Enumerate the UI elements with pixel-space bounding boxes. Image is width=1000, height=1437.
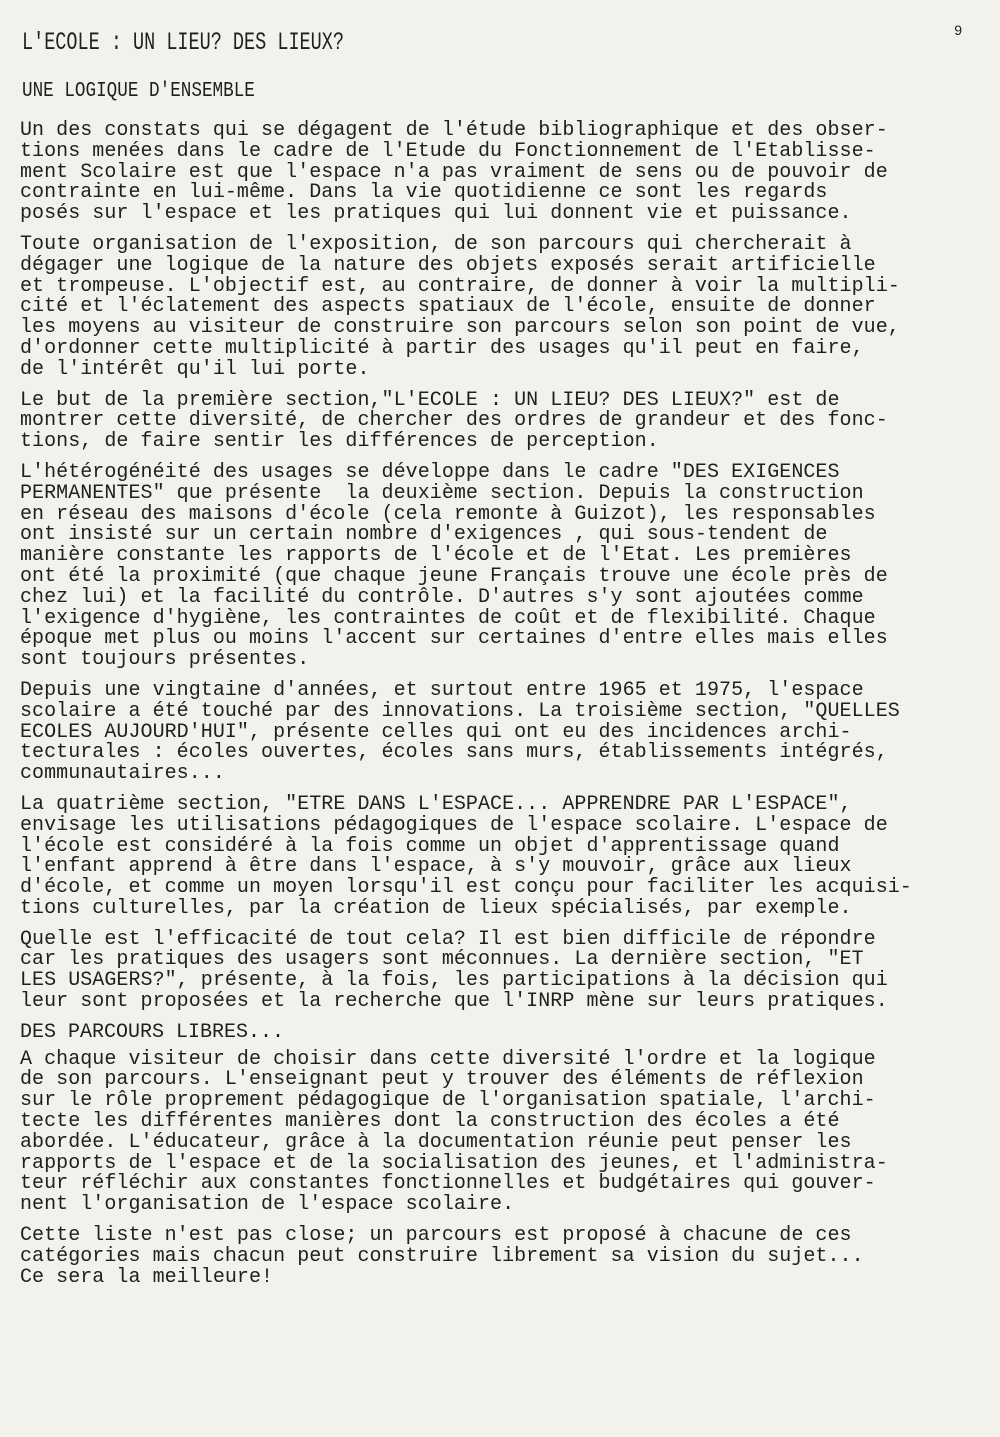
- text-line: teur réfléchir aux constantes fonctionnelles et budgétaires qui gouver-: [20, 1172, 876, 1196]
- text-line: rapports de l'espace et de la socialisation des jeunes, et l'administra-: [20, 1151, 888, 1175]
- text-line: les moyens au visiteur de construire son parcours selon son point de vue,: [20, 316, 900, 340]
- text-line: ont insisté sur un certain nombre d'exigences , qui sous-tendent de: [20, 523, 828, 547]
- text-line: de son parcours. L'enseignant peut y trouver des éléments de réflexion: [20, 1068, 864, 1092]
- text-line: communautaires...: [20, 762, 225, 786]
- text-line: l'école est considéré à la fois comme un objet d'apprentissage quand: [20, 834, 840, 858]
- text-line: sont toujours présentes.: [20, 648, 310, 672]
- paragraph: [20, 232, 970, 381]
- text-line: de l'intérêt qu'il lui porte.: [20, 357, 370, 381]
- text-line: ment Scolaire est que l'espace n'a pas vraiment de sens ou de pouvoir de: [20, 160, 888, 184]
- section-subtitle: UNE LOGIQUE D'ENSEMBLE: [22, 80, 255, 103]
- text-line: La quatrième section, "ETRE DANS L'ESPACE... APPRENDRE PAR L'ESPACE",: [20, 792, 852, 816]
- text-line: Un des constats qui se dégagent de l'étude bibliographique et des obser-: [20, 119, 888, 142]
- page-number: 9: [954, 22, 962, 38]
- text-line: contrainte en lui-même. Dans la vie quotidienne ce sont les regards: [20, 181, 828, 205]
- text-line: envisage les utilisations pédagogiques de l'espace scolaire. L'espace de: [20, 813, 888, 837]
- text-line: tecturales : écoles ouvertes, écoles sans murs, établissements intégrés,: [20, 741, 888, 765]
- paragraph: [20, 460, 970, 672]
- text-line: ECOLES AUJOURD'HUI", présente celles qui ont eu des incidences archi-: [20, 720, 852, 744]
- text-line: sur le rôle proprement pédagogique de l'organisation spatiale, l'archi-: [20, 1089, 876, 1113]
- text-line: Le but de la première section,"L'ECOLE : UN LIEU? DES LIEUX?" est de: [20, 388, 840, 412]
- text-line: cité et l'éclatement des aspects spatiaux de l'école, ensuite de donner: [20, 295, 876, 319]
- parcours-paragraphs: [20, 1047, 970, 1289]
- paragraph: [20, 1047, 970, 1217]
- text-line: catégories mais chacun peut construire librement sa vision du sujet...: [20, 1244, 864, 1268]
- text-line: l'exigence d'hygiène, les contraintes de coût et de flexibilité. Chaque: [20, 606, 876, 630]
- intro-paragraphs: [20, 121, 970, 1013]
- document-body: [20, 121, 970, 1298]
- paragraph: [20, 792, 970, 920]
- page-title: L'ECOLE : UN LIEU? DES LIEUX?: [22, 28, 344, 57]
- text-line: Ce sera la meilleure!: [20, 1265, 274, 1289]
- text-line: LES USAGERS?", présente, à la fois, les participations à la décision qui: [20, 969, 888, 993]
- text-line: Toute organisation de l'exposition, de son parcours qui chercherait à: [20, 232, 852, 256]
- paragraph: [20, 1226, 970, 1288]
- paragraph: [20, 388, 970, 454]
- text-line: posés sur l'espace et les pratiques qui lui donnent vie et puissance.: [20, 202, 852, 226]
- paragraph: [20, 121, 970, 225]
- text-line: Quelle est l'efficacité de tout cela? Il est bien difficile de répondre: [20, 927, 876, 951]
- section-heading-parcours: DES PARCOURS LIBRES...: [20, 1020, 285, 1044]
- text-line: manière constante les rapports de l'école et de l'Etat. Les premières: [20, 544, 852, 568]
- text-line: nent l'organisation de l'espace scolaire.: [20, 1193, 515, 1217]
- text-line: tions, de faire sentir les différences de perception.: [20, 430, 659, 454]
- text-line: leur sont proposées et la recherche que l'INRP mène sur leurs pratiques.: [20, 990, 888, 1014]
- text-line: scolaire a été touché par des innovations. La troisième section, "QUELLES: [20, 699, 900, 723]
- text-line: ont été la proximité (que chaque jeune Français trouve une école près de: [20, 564, 888, 588]
- text-line: d'école, et comme un moyen lorsqu'il est conçu pour faciliter les acquisi-: [20, 876, 912, 900]
- text-line: en réseau des maisons d'école (cela remonte à Guizot), les responsables: [20, 502, 876, 526]
- text-line: tions culturelles, par la création de lieux spécialisés, par exemple.: [20, 896, 852, 920]
- text-line: dégager une logique de la nature des objets exposés serait artificielle: [20, 253, 876, 277]
- text-line: PERMANENTES" que présente la deuxième section. Depuis la construction: [20, 481, 864, 505]
- text-line: chez lui) et la facilité du contrôle. D'autres s'y sont ajoutées comme: [20, 585, 864, 609]
- paragraph: [20, 678, 970, 786]
- text-line: tecte les différentes manières dont la construction des écoles a été: [20, 1110, 840, 1134]
- text-line: abordée. L'éducateur, grâce à la documentation réunie peut penser les: [20, 1130, 852, 1154]
- text-line: tions menées dans le cadre de l'Etude du Fonctionnement de l'Etablisse-: [20, 139, 876, 163]
- text-line: époque met plus ou moins l'accent sur certaines d'entre elles mais elles: [20, 627, 888, 651]
- text-line: car les pratiques des usagers sont méconnues. La dernière section, "ET: [20, 948, 864, 972]
- text-line: A chaque visiteur de choisir dans cette diversité l'ordre et la logique: [20, 1047, 876, 1071]
- text-line: Depuis une vingtaine d'années, et surtout entre 1965 et 1975, l'espace: [20, 678, 864, 702]
- text-line: et trompeuse. L'objectif est, au contraire, de donner à voir la multipli-: [20, 274, 900, 298]
- text-line: L'hétérogénéité des usages se développe dans le cadre "DES EXIGENCES: [20, 460, 840, 484]
- paragraph: [20, 927, 970, 1014]
- text-line: montrer cette diversité, de chercher des ordres de grandeur et des fonc-: [20, 409, 888, 433]
- text-line: d'ordonner cette multiplicité à partir des usages qu'il peut en faire,: [20, 336, 864, 360]
- text-line: Cette liste n'est pas close; un parcours est proposé à chacune de ces: [20, 1224, 852, 1248]
- text-line: l'enfant apprend à être dans l'espace, à s'y mouvoir, grâce aux lieux: [20, 855, 852, 879]
